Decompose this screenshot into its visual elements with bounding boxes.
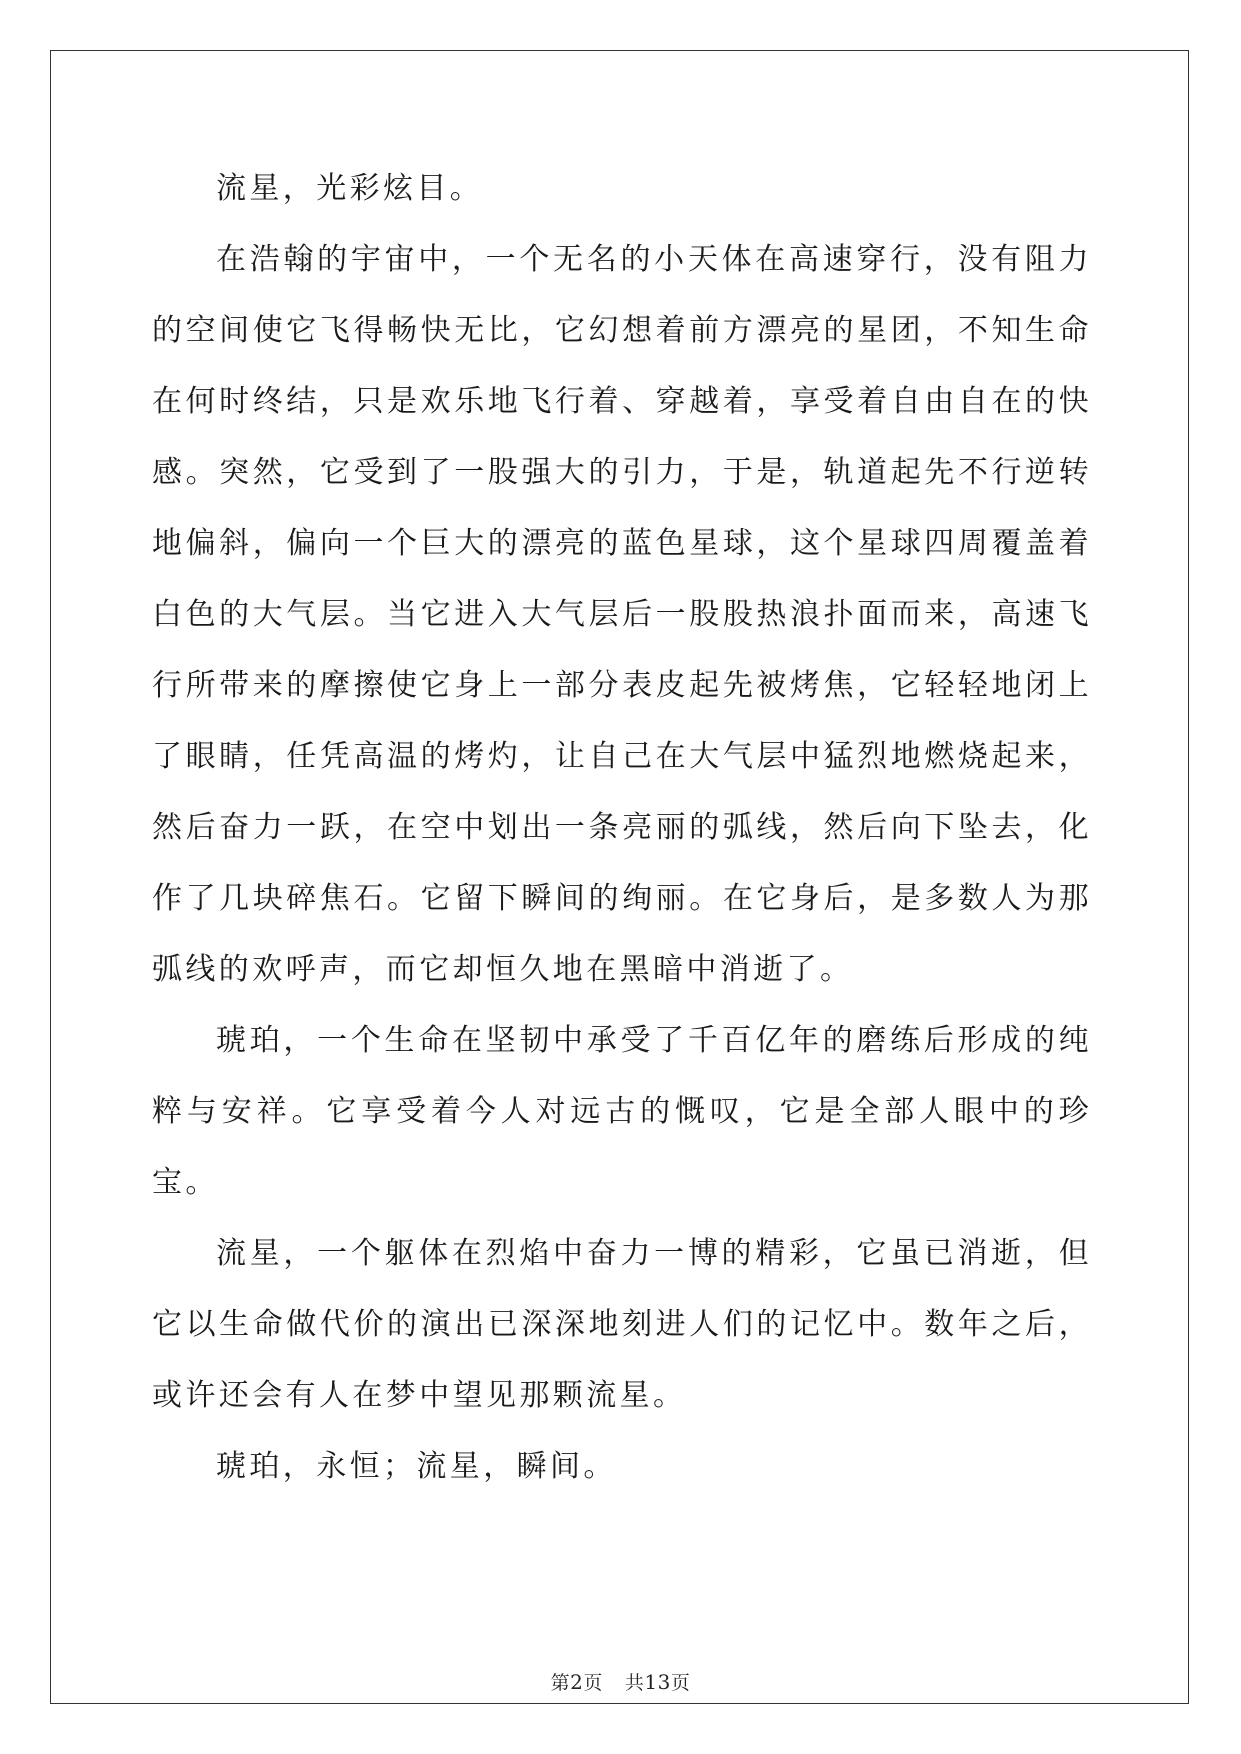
- paragraph-4: 流星，一个躯体在烈焰中奋力一博的精彩，它虽已消逝，但它以生命做代价的演出已深深地刻进人们的记忆中。数年之后，或许还会有人在梦中望见那颗流星。: [152, 1236, 1092, 1413]
- paragraph-3: 琥珀，一个生命在坚韧中承受了千百亿年的磨练后形成的纯粹与安祥。它享受着今人对远古的慨叹，它是全部人眼中的珍宝。: [152, 1023, 1092, 1200]
- page-prefix: 第: [550, 1672, 571, 1694]
- page-footer: [0, 1668, 1241, 1695]
- total-suffix: 页: [670, 1672, 691, 1694]
- paragraph-2: 在浩翰的宇宙中，一个无名的小天体在高速穿行，没有阻力的空间使它飞得畅快无比，它幻想着前方漂亮的星团，不知生命在何时终结，只是欢乐地飞行着、穿越着，享受着自由自在的快感。突然，它受到了一股强大的引力，于是，轨道起先不行逆转地偏斜，偏向一个巨大的漂亮的蓝色星球，这个星球四周覆盖着白色的大气层。当它进入大气层后一股股热浪扑面而来，高速飞行所带来的摩擦使它身上一部分表皮起先被烤焦，它轻轻地闭上了眼睛，任凭高温的烤灼，让自己在大气层中猛烈地燃烧起来，然后奋力一跃，在空中划出一条亮丽的弧线，然后向下坠去，化作了几块碎焦石。它留下瞬间的绚丽。在它身后，是多数人为那弧线的欢呼声，而它却恒久地在黑暗中消逝了。: [152, 242, 1092, 987]
- document-body: [152, 153, 1092, 1502]
- total-prefix: 共: [624, 1672, 645, 1694]
- total-pages: 13: [644, 1670, 671, 1694]
- page-number: 2: [570, 1670, 584, 1694]
- page-suffix: 页: [583, 1672, 603, 1694]
- paragraph-5: 琥珀，永恒；流星，瞬间。: [216, 1449, 617, 1484]
- paragraph-1: 流星，光彩炫目。: [216, 171, 484, 206]
